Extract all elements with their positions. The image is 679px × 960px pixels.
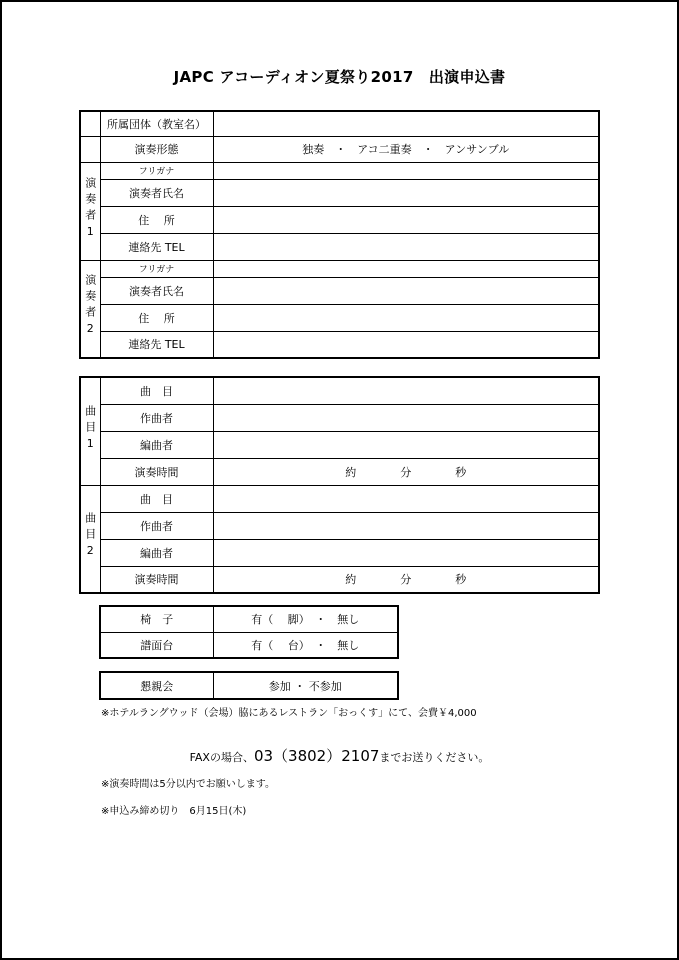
duration-note: ※演奏時間は5分以内でお願いします。: [101, 779, 275, 790]
duration-field[interactable]: 約 分 秒: [213, 566, 599, 593]
name-field[interactable]: [213, 277, 599, 304]
chair-label: 椅 子: [100, 606, 213, 632]
arranger-field[interactable]: [213, 539, 599, 566]
address-field[interactable]: [213, 206, 599, 233]
tel-field[interactable]: [213, 233, 599, 260]
furigana-label: フリガナ: [100, 162, 213, 179]
party-label: 懇親会: [100, 672, 213, 699]
composer-label: 作曲者: [100, 404, 213, 431]
performer-table: [79, 110, 600, 359]
composer-field[interactable]: [213, 404, 599, 431]
address-label: 住 所: [100, 206, 213, 233]
name-label: 演奏者氏名: [100, 277, 213, 304]
piece-title-label: 曲 目: [100, 377, 213, 404]
arranger-label: 編曲者: [100, 431, 213, 458]
name-label: 演奏者氏名: [100, 179, 213, 206]
org-field[interactable]: [213, 111, 599, 136]
piece-title-label: 曲 目: [100, 485, 213, 512]
equipment-table: [99, 605, 399, 659]
party-note: ※ホテルラングウッド（会場）脇にあるレストラン「おっくす」にて、会費￥4,000: [101, 708, 477, 719]
name-field[interactable]: [213, 179, 599, 206]
pieces-table: [79, 376, 600, 594]
performer-2-side: 演奏者2: [80, 260, 100, 358]
fax-number: 03（3802）2107: [253, 747, 380, 765]
org-label: 所属団体（教室名）: [100, 111, 213, 136]
arranger-label: 編曲者: [100, 539, 213, 566]
piece-1-side: 曲目1: [80, 377, 100, 485]
form-options[interactable]: 独奏 ・ アコ二重奏 ・ アンサンブル: [213, 136, 599, 162]
furigana-label: フリガナ: [100, 260, 213, 277]
composer-field[interactable]: [213, 512, 599, 539]
duration-label: 演奏時間: [100, 458, 213, 485]
fax-line: [0, 745, 679, 766]
deadline-note: ※申込み締め切り 6月15日(木): [101, 806, 247, 817]
piece-2-side: 曲目2: [80, 485, 100, 593]
arranger-field[interactable]: [213, 431, 599, 458]
performer-1-side: 演奏者1: [80, 162, 100, 260]
composer-label: 作曲者: [100, 512, 213, 539]
chair-field[interactable]: 有（ 脚） ・ 無し: [213, 606, 398, 632]
furigana-field[interactable]: [213, 260, 599, 277]
form-label: 演奏形態: [100, 136, 213, 162]
address-label: 住 所: [100, 304, 213, 331]
blank-cell: [80, 136, 100, 162]
tel-label: 連絡先 TEL: [100, 233, 213, 260]
form-title: JAPC アコーディオン夏祭り2017 出演申込書: [173, 68, 506, 86]
piece-title-field[interactable]: [213, 485, 599, 512]
party-field[interactable]: 参加 ・ 不参加: [213, 672, 398, 699]
music-stand-field[interactable]: 有（ 台） ・ 無し: [213, 632, 398, 658]
duration-label: 演奏時間: [100, 566, 213, 593]
furigana-field[interactable]: [213, 162, 599, 179]
piece-title-field[interactable]: [213, 377, 599, 404]
tel-label: 連絡先 TEL: [100, 331, 213, 358]
blank-cell: [80, 111, 100, 136]
duration-field[interactable]: 約 分 秒: [213, 458, 599, 485]
address-field[interactable]: [213, 304, 599, 331]
fax-suffix: までお送りください。: [379, 751, 490, 764]
tel-field[interactable]: [213, 331, 599, 358]
music-stand-label: 譜面台: [100, 632, 213, 658]
party-table: [99, 671, 399, 700]
fax-prefix: FAXの場合、: [189, 751, 254, 764]
